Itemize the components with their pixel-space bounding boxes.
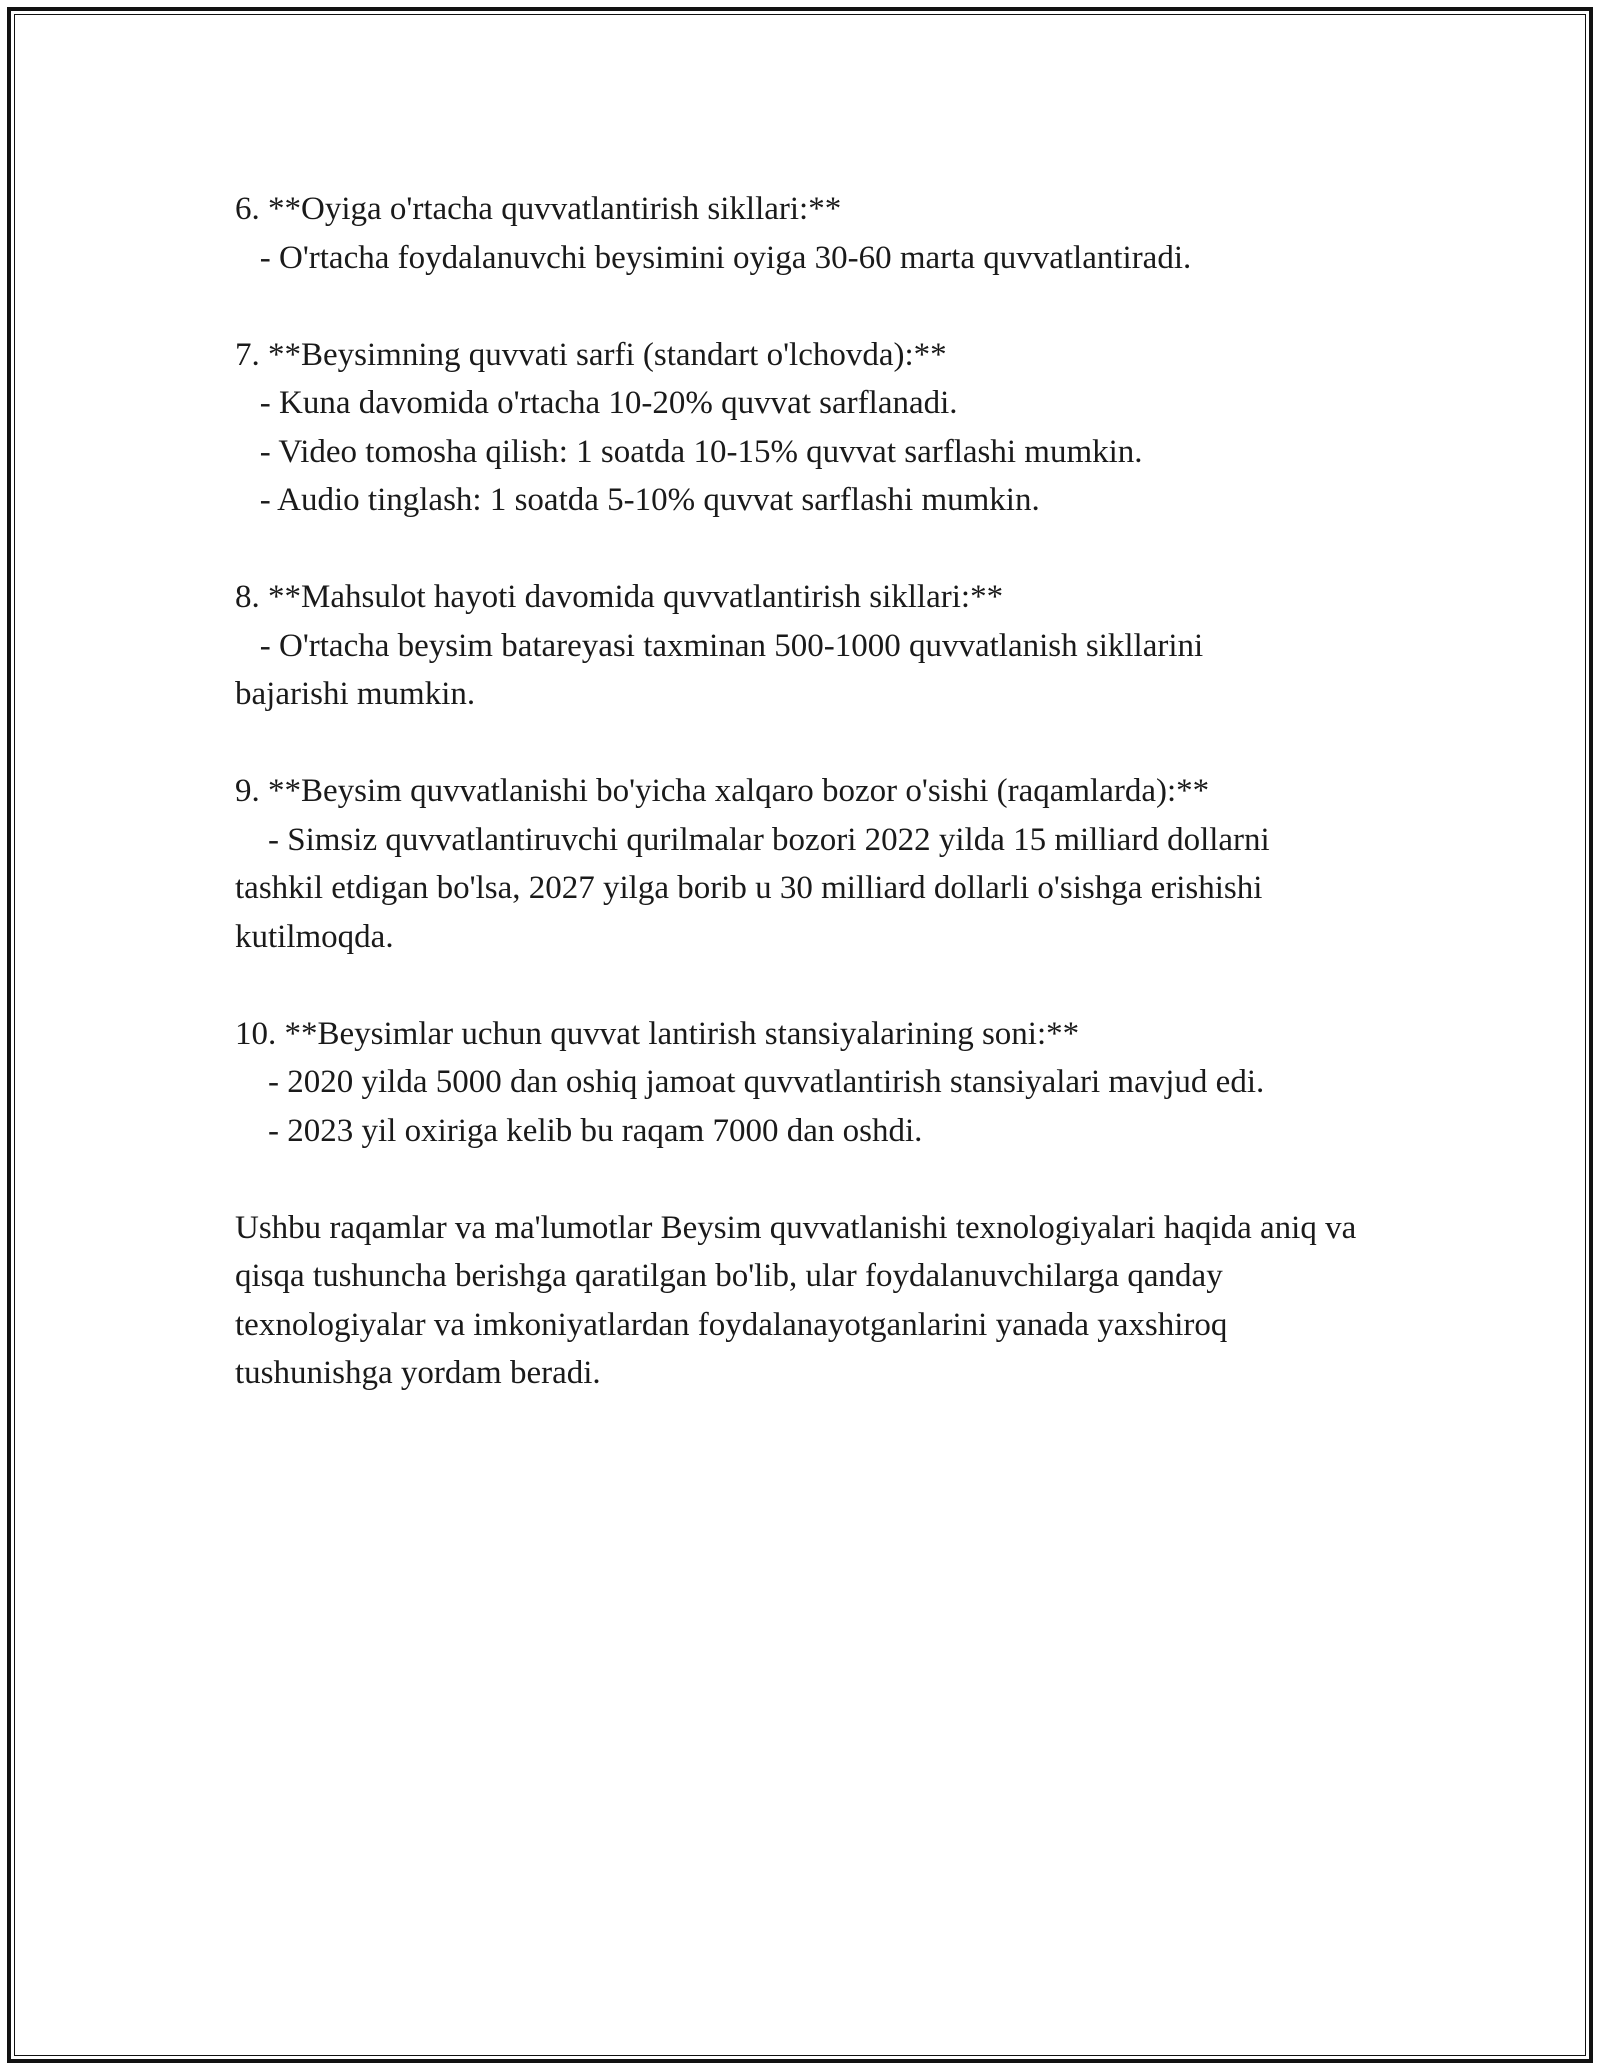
- list-item: - O'rtacha foydalanuvchi beysimini oyiga 30-60 marta quvvatlantiradi.: [235, 239, 1192, 276]
- section-heading: 8. **Mahsulot hayoti davomida quvvatlantirish sikllari:**: [235, 579, 1004, 615]
- list-item: - 2020 yilda 5000 dan oshiq jamoat quvvatlantirish stansiyalari mavjud edi.: [235, 1064, 1265, 1100]
- list-item: - 2023 yil oxiriga kelib bu raqam 7000 dan oshdi.: [235, 1112, 923, 1149]
- section-heading: 6. **Oyiga o'rtacha quvvatlantirish sikllari:**: [235, 191, 842, 227]
- section-heading: 7. **Beysimning quvvati sarfi (standart o'lchovda):**: [235, 336, 947, 373]
- list-item: - Audio tinglash: 1 soatda 5-10% quvvat sarflashi mumkin.: [235, 482, 1040, 518]
- section-8: [235, 573, 1395, 719]
- list-item: - Simsiz quvvatlantiruvchi qurilmalar bozori 2022 yilda 15 milliard dollarni tashkil etdigan bo'lsa, 2027 yilga borib u 30 milliard dollarli o'sishga erishishi kutilmoqda.: [235, 821, 1278, 955]
- section-9: [235, 767, 1395, 961]
- section-6: [235, 185, 1395, 282]
- section-heading: 10. **Beysimlar uchun quvvat lantirish stansiyalarining soni:**: [235, 1015, 1080, 1052]
- paragraph-gap: [235, 1155, 1395, 1204]
- conclusion-paragraph: Ushbu raqamlar va ma'lumotlar Beysim quvvatlanishi texnologiyalari haqida aniq va qisqa tushuncha berishga qaratilgan bo'lib, ular foydalanuvchilarga qanday texnologiyalar va imkoniyatlardan foydalanayotganlarini yanada yaxshiroq tushunishga yordam beradi.: [235, 1209, 1365, 1391]
- paragraph-gap: [235, 719, 1395, 768]
- paragraph-gap: [235, 961, 1395, 1010]
- paragraph-gap: [235, 525, 1395, 574]
- list-item: - Video tomosha qilish: 1 soatda 10-15% quvvat sarflashi mumkin.: [235, 433, 1143, 470]
- document-body: [235, 185, 1395, 1398]
- section-10: [235, 1010, 1395, 1156]
- list-item: - O'rtacha beysim batareyasi taxminan 500-1000 quvvatlanish sikllarini bajarishi mumkin.: [235, 627, 1212, 712]
- paragraph-gap: [235, 282, 1395, 331]
- section-heading: 9. **Beysim quvvatlanishi bo'yicha xalqaro bozor o'sishi (raqamlarda):**: [235, 773, 1210, 809]
- section-7: [235, 331, 1395, 525]
- list-item: - Kuna davomida o'rtacha 10-20% quvvat sarflanadi.: [235, 385, 958, 421]
